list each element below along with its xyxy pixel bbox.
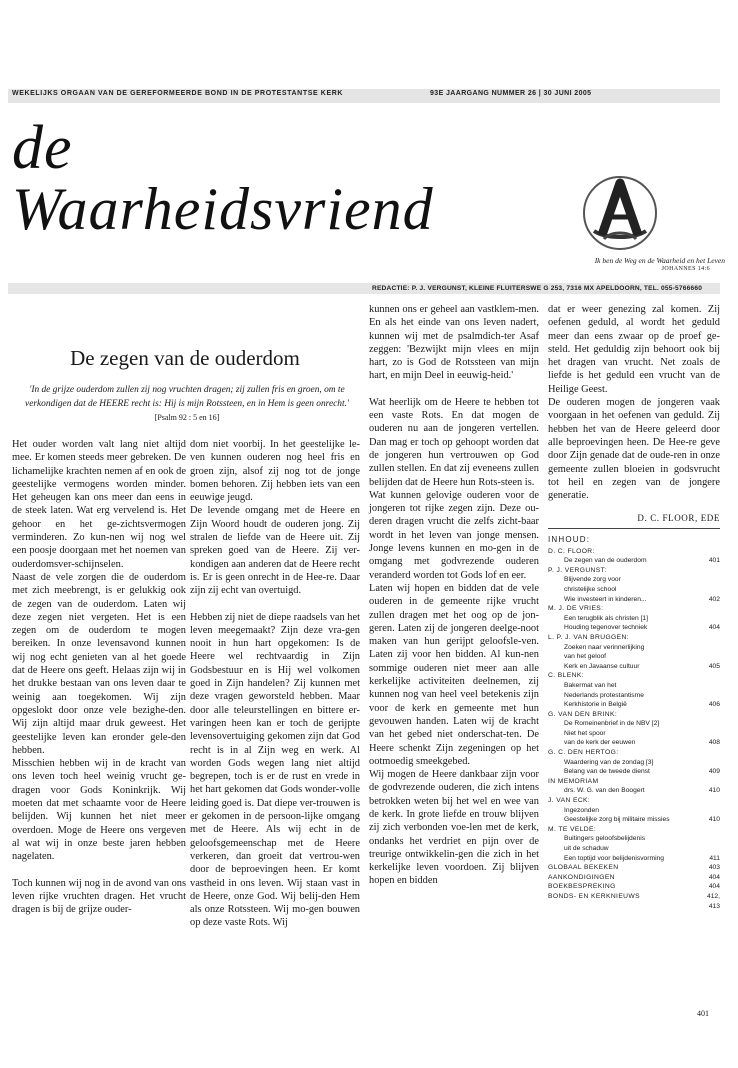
toc-item — [548, 758, 720, 768]
toc-item-title: Bakermat van het — [564, 681, 617, 689]
toc-item-page — [694, 643, 720, 653]
toc-item-page — [694, 575, 720, 585]
toc-item — [548, 806, 720, 816]
toc-section — [548, 863, 720, 873]
toc-section-page: 403 — [708, 864, 720, 872]
paragraph: dom niet voorbij. In het geestelijke le-ven kunnen ouderen nog heel fris en groen zijn, alsof zij nog tot de jonge bomen behoren. Zij hebben iets van een eeuwige jeugd. — [190, 439, 360, 504]
toc-author — [548, 748, 720, 758]
paragraph: Toch kunnen wij nog in de avond van ons leven rijke vruchten dragen. Het vrucht dragen is bij de grijze ouder- — [12, 877, 186, 916]
toc-item — [548, 729, 720, 739]
toc-item-page: 408 — [708, 739, 720, 747]
paragraph: Wat kunnen gelovige ouderen voor de jongeren tot rijke zegen zijn. Deze ou-deren dragen vrucht die zelfs zicht-baar wordt in het leven van jonge mensen. Jonge levens kunnen en mo-gen in de omgang met godvrezende ouderen veranderd worden tot Gods lof en eer. — [369, 489, 539, 581]
toc-item — [548, 786, 720, 796]
toc-item-page: 406 — [708, 701, 720, 709]
page-number: 401 — [697, 1009, 709, 1018]
toc-heading: INHOUD: — [548, 535, 591, 544]
toc-item-title: van het geloof — [564, 653, 607, 661]
toc-item-page — [694, 681, 720, 691]
author-signature: D. C. FLOOR, EDE — [637, 513, 720, 523]
toc-author-title: L. P. J. VAN BRUGGEN: — [548, 633, 629, 641]
article-title: De zegen van de ouderdom — [70, 346, 300, 370]
toc-item — [548, 691, 720, 701]
table-of-contents — [548, 535, 720, 911]
toc-section — [548, 882, 720, 892]
masthead-title: Waarheidsvriend — [12, 176, 434, 242]
paragraph: Wij mogen de Heere dankbaar zijn voor de godvrezende ouderen, die zich intens betrokken weten bij het wel en wee van de kerk. In grote liefde en trouw blijven zij zich verbonden voe-len met de kerk, ondanks het verdriet en pijn over de treurige ontwikkelin-gen die zich in het kerkelijke leven voordoen. Zij blijven hopen en bidden — [369, 769, 539, 887]
toc-item-title: Ingezonden — [564, 806, 599, 814]
toc-item — [548, 844, 720, 854]
toc-item — [548, 623, 720, 633]
issue-info: 93E JAARGANG NUMMER 26 | 30 JUNI 2005 — [430, 90, 592, 97]
toc-item-page: 411 — [709, 854, 720, 862]
toc-item — [548, 585, 720, 595]
toc-section — [548, 873, 720, 883]
toc-author — [548, 566, 720, 576]
toc-item-title: Belang van de tweede dienst — [564, 768, 650, 776]
toc-item — [548, 662, 720, 672]
toc-author — [548, 825, 720, 835]
toc-author-title: M. J. DE VRIES: — [548, 605, 604, 613]
toc-item-title: Zoeken naar verinnerlijking — [564, 643, 645, 651]
toc-item-title: Kerkhistorie in België — [564, 701, 627, 709]
paragraph: Hebben zij niet de diepe raadsels van het leven meegemaakt? Zijn deze vra-gen nooit in hun hart opgekomen: Is de Heere wel rechtvaardig in Zijn Godsbestuur en is Hij wel volkomen goed in Zijn handelen? Zij kunnen met deze vragen geworsteld hebben. Maar door alle teleurstellingen en bittere er-varingen heen kan er toch de gerijpte levensovertuiging gekomen zijn dat God recht is in al Zijn weg en werk. Al worden Gods wegen lang niet altijd begrepen, toch is er de rust en vrede in het hart gekomen dat Gods wonder-volle leiding goed is. Dat diepe ver-trouwen is er gekomen in de persoon-lijke omgang met de Heere. Als wij echt in de geloofsgemeenschap met de Heere verkeren, dan groeit dat vertrou-wen door de beproevingen heen. Er komt vastheid in ons leven. Wij staan vast in de Heere, onze God. Wij belij-den Hem als onze Rotssteen. Wij mo-gen bouwen op deze vaste Rots. Wij — [190, 611, 360, 929]
toc-item-page: 404 — [708, 624, 720, 632]
toc-item-page: 405 — [708, 662, 720, 670]
toc-item-page: 410 — [708, 816, 720, 824]
toc-item — [548, 738, 720, 748]
toc-item-title: uit de schaduw — [564, 845, 609, 852]
toc-item-title: Waardering van de zondag [3] — [564, 758, 654, 766]
toc-section-title: BONDS- EN KERKNIEUWS — [548, 892, 640, 900]
toc-section — [548, 892, 720, 911]
toc-item-title: Een toptijd voor belijdenisvorming — [564, 854, 664, 862]
toc-item — [548, 575, 720, 585]
toc-item — [548, 719, 720, 729]
paragraph: kunnen ons er geheel aan vastklem-men. En als het einde van ons leven nadert, kunnen wij met de psalmdich-ter Asaf zeggen: 'Bezwijkt mijn vlees en mijn hart, zo is God de Rotssteen van mijn hart, en mijn Deel in eeuwig-heid.' — [369, 304, 539, 382]
paragraph: Wat heerlijk om de Heere te hebben tot een vaste Rots. En dat mogen de ouderen nu aan de jongeren vertellen. Dan mag er toch op gehoopt worden dat de jongeren hun vertrouwen op God zullen stellen. En dat zij eveneens zullen belijden dat de Heere hun Rots-steen is. — [369, 396, 539, 488]
divider — [548, 528, 720, 529]
toc-item-title: De Romeinenbrief in de NBV [2] — [564, 720, 660, 728]
toc-item-page — [694, 652, 720, 662]
article-column-1 — [12, 438, 186, 916]
toc-author-title: IN MEMORIAM — [548, 777, 599, 785]
toc-item-title: Nederlands protestantisme — [564, 691, 644, 699]
toc-item — [548, 595, 720, 605]
paragraph: De ouderen mogen de jongeren vaak voorgaan in het oefenen van geduld. Zij hebben het van de Heere geleerd door alle beproevingen heen. De Hee-re geve door Zijn genade dat de oude-ren in onze gemeente zullen bloeien in godsvrucht tot heil en zegen van de jongere generatie. — [548, 397, 720, 502]
toc-item — [548, 767, 720, 777]
masthead-de: de — [12, 114, 73, 182]
toc-item-title: Houding tegenover techniek — [564, 624, 648, 632]
toc-item-title: drs. W. G. van den Boogert — [564, 787, 645, 795]
epigraph-reference: [Psalm 92 : 5 en 16] — [154, 413, 220, 422]
toc-item-page — [694, 691, 720, 701]
publication-subtitle: WEKELIJKS ORGAAN VAN DE GEREFORMEERDE BOND IN DE PROTESTANTSE KERK — [12, 90, 344, 97]
paragraph: Laten wij hopen en bidden dat de vele ouderen in de gemeente rijke vrucht zullen dragen met het oog op de jon-geren. Laten zij de jongeren deelge-noot maken van hun gerijpt geloofsle-ven. Laten zij voor hen bidden. Al kun-nen sommige ouderen niet meer aan alle kerkelijke activiteiten deelnemen, zij kunnen nog van heel veel betekenis zijn voor de kerk en gemeente met hun gevouwen handen. Laten wij de kracht van het gebed niet onderschat-ten. De Heere schenkt Zijn zegeningen op het ootmoedig smeekgebed. — [369, 582, 539, 767]
toc-item-page — [694, 585, 720, 595]
toc-item-page: 409 — [708, 768, 720, 776]
toc-section-page: 412, 413 — [706, 892, 720, 910]
toc-item-page: 402 — [708, 595, 720, 603]
toc-author-title: P. J. VERGUNST: — [548, 566, 607, 574]
epigraph: 'In de grijze ouderdom zullen zij nog vruchten dragen; zij zullen fris en groen, om te verkondigen dat de HEERE recht is: Hij is mijn Rotssteen, en in Hem is geen onrecht.' — [25, 385, 349, 409]
toc-author-title: D. C. FLOOR: — [548, 547, 595, 555]
toc-item-page — [694, 806, 720, 816]
toc-item-page — [694, 758, 720, 768]
toc-item-page — [694, 729, 720, 739]
toc-section-page: 404 — [708, 883, 720, 891]
toc-item-title: Geestelijke zorg bij militaire missies — [564, 816, 670, 824]
toc-item-title: Wie investeert in kinderen... — [564, 595, 647, 603]
toc-item-title: christelijke school — [564, 585, 617, 593]
article-column-4 — [548, 303, 720, 502]
toc-item-page — [694, 844, 720, 854]
toc-author-title: G. VAN DEN BRINK: — [548, 710, 618, 718]
article-column-2 — [190, 438, 360, 930]
toc-item — [548, 556, 720, 566]
toc-item — [548, 854, 720, 864]
toc-section-page: 404 — [708, 873, 720, 881]
toc-item — [548, 700, 720, 710]
redactie-address: REDACTIE: P. J. VERGUNST, KLEINE FLUITERSWE G 253, 7316 MX APELDOORN, TEL. 055-5766660 — [372, 285, 703, 292]
paragraph: dat er weer genezing zal komen. Zij oefenen geduld, al wordt het geduld meer dan eens zwaar op de proef ge-steld. Het geduldig zijn behoort ook bij het dragen van vrucht. Net zoals de liefde is het geduld een vrucht van de Heilige Geest. — [548, 304, 720, 395]
motto-reference: JOHANNES 14:6 — [661, 266, 710, 272]
toc-author — [548, 777, 720, 787]
toc-item-page: 410 — [708, 787, 720, 795]
toc-item — [548, 681, 720, 691]
toc-item-page — [694, 834, 720, 844]
toc-item-title: Buitingers geloofsbelijdenis — [564, 835, 646, 843]
toc-item-page — [694, 614, 720, 624]
toc-item-title: Blijvende zorg voor — [564, 576, 621, 584]
article-column-3 — [369, 303, 539, 888]
paragraph: Misschien hebben wij in de kracht van ons leven toch heel weinig vrucht ge-dragen voor Gods Koninkrijk. Wij moeten dat met schaamte voor de Heere belijden. Wij kunnen het niet meer overdoen. Moge de Heere ons vergeven al wat wij in onze beste jaren hebben nagelaten. — [12, 758, 186, 863]
toc-section-title: GLOBAAL BEKEKEN — [548, 864, 619, 872]
toc-author-title: G. C. DEN HERTOG: — [548, 749, 619, 757]
toc-author — [548, 796, 720, 806]
alpha-omega-logo-icon — [580, 173, 660, 253]
toc-item-title: Kerk en Javaanse cultuur — [564, 662, 640, 670]
paragraph: Naast de vele zorgen die de ouderdom met zich meebrengt, is er gelukkig ook de zegen van de ouderdom. Laten wij deze zegen niet vergeten. Het is een zegen om de ouderdom te mogen bereiken. In onze levensavond kunnen wij nog echt genieten van al het goede dat de Heere ons geeft. Helaas zijn wij in het drukke bestaan van ons leven daar te weinig aan toegekomen. Wij zijn opgeslokt door onze vele bezighe-den. Wij zijn altijd maar druk geweest. Het geestelijke leven kan eronder gele-den hebben. — [12, 571, 186, 756]
toc-section-title: BOEKBESPREKING — [548, 883, 616, 891]
toc-author-title: C. BLENK: — [548, 672, 584, 680]
toc-author — [548, 547, 720, 557]
paragraph: Het ouder worden valt lang niet altijd mee. Er komen steeds meer gebreken. De lichamelijke krachten nemen af en ook de geestelijke vermogens worden minder. Het geheugen kan ons meer dan eens in de steek laten. Wat erg vervelend is. Het gehoor en het ge-zichtsvermogen verminderen. Zo kun-nen wij nog wel een poosje doorgaan met het noemen van ouderdomsver-schijnselen. — [12, 439, 186, 570]
toc-item-title: De zegen van de ouderdom — [564, 557, 647, 565]
toc-author-title: M. TE VELDE: — [548, 825, 597, 833]
toc-item-page: 401 — [708, 557, 720, 565]
toc-item — [548, 614, 720, 624]
toc-item-page — [694, 719, 720, 729]
toc-item-title: Een terugblik als christen [1] — [564, 614, 649, 622]
toc-section-title: AANKONDIGINGEN — [548, 873, 615, 881]
toc-item-title: van de kerk der eeuwen — [564, 739, 636, 747]
motto-text: Ik ben de Weg en de Waarheid en het Leven — [594, 256, 725, 265]
toc-item — [548, 643, 720, 653]
toc-item-title: Niet het spoor — [564, 729, 606, 737]
toc-author — [548, 633, 720, 643]
toc-author — [548, 710, 720, 720]
toc-author — [548, 671, 720, 681]
toc-author-title: J. VAN ECK: — [548, 797, 591, 805]
paragraph: De levende omgang met de Heere en Zijn Woord houdt de ouderen jong. Zij stralen de liefde van de Heere uit. Zij spreken goed van de Heere. Zij ver-kondigen aan anderen dat de Heere recht is. Er is geen onrecht in de Hee-re. Daar zijn zij echt van overtuigd. — [190, 505, 360, 597]
toc-item — [548, 652, 720, 662]
toc-author — [548, 604, 720, 614]
toc-item — [548, 834, 720, 844]
toc-item — [548, 815, 720, 825]
